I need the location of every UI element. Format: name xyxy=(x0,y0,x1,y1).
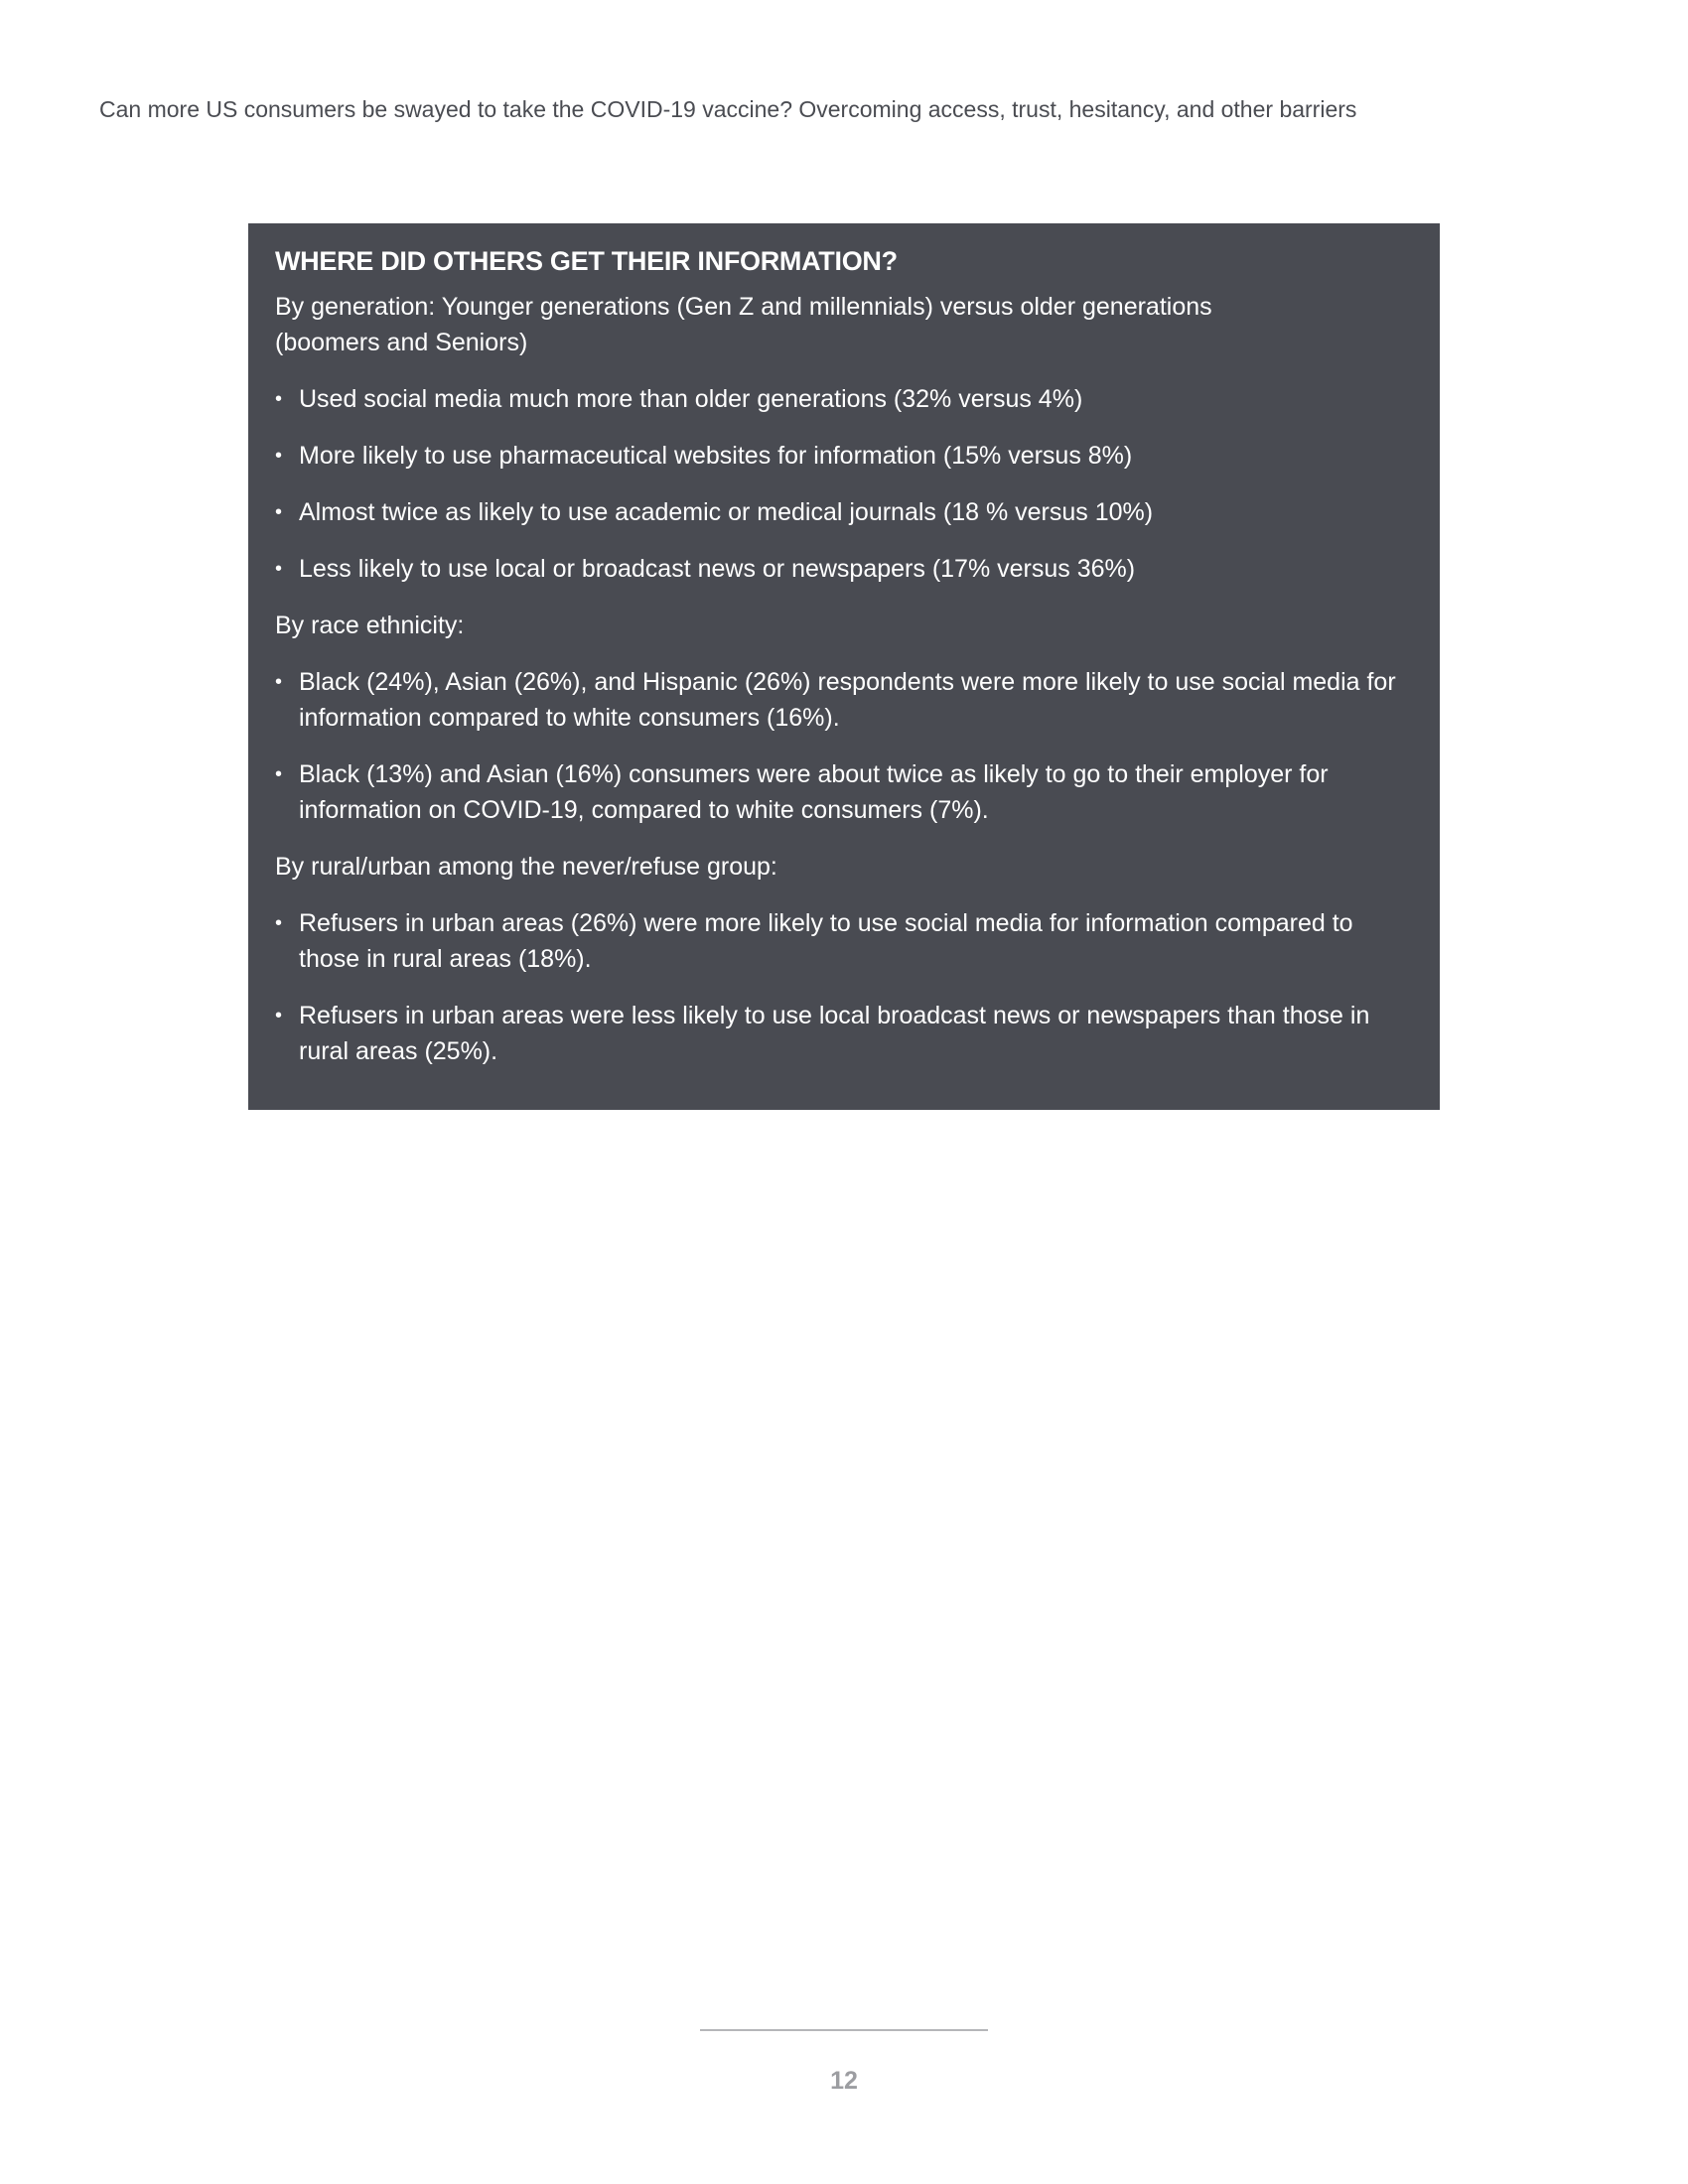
bullet-text: Less likely to use local or broadcast news or newspapers (17% versus 36%) xyxy=(299,555,1136,583)
list-item xyxy=(275,756,1413,828)
generation-intro: By generation: Younger generations (Gen Z and millennials) versus older generations (boomers and Seniors) xyxy=(275,293,1212,356)
bullet-text: Black (13%) and Asian (16%) consumers were about twice as likely to go to their employer for information on COVID-19, compared to white consumers (7%). xyxy=(299,760,1329,824)
bullet-icon: • xyxy=(275,558,283,580)
bullet-icon: • xyxy=(275,388,283,410)
bullet-text: Black (24%), Asian (26%), and Hispanic (26%) respondents were more likely to use social media for information compared to white consumers (16%). xyxy=(299,668,1396,732)
info-sidebar-box xyxy=(248,223,1440,1110)
list-item xyxy=(275,664,1413,736)
sidebar-title: WHERE DID OTHERS GET THEIR INFORMATION? xyxy=(275,246,898,276)
list-item xyxy=(275,494,1413,530)
bullet-icon: • xyxy=(275,501,283,523)
bullet-icon: • xyxy=(275,1005,283,1026)
race-intro: By race ethnicity: xyxy=(275,612,465,639)
footer-divider xyxy=(700,2029,988,2031)
bullet-text: Almost twice as likely to use academic or medical journals (18 % versus 10%) xyxy=(299,498,1154,526)
bullet-icon: • xyxy=(275,445,283,467)
bullet-text: Refusers in urban areas were less likely to use local broadcast news or newspapers than those in rural areas (25%). xyxy=(299,1002,1370,1065)
bullet-text: Refusers in urban areas (26%) were more likely to use social media for information compared to those in rural areas (18%). xyxy=(299,909,1353,973)
running-header: Can more US consumers be swayed to take the COVID-19 vaccine? Overcoming access, trust, hesitancy, and other barriers xyxy=(99,96,1357,122)
rural-urban-bullet-list xyxy=(275,905,1413,1069)
list-item xyxy=(275,438,1413,474)
bullet-text: More likely to use pharmaceutical websites for information (15% versus 8%) xyxy=(299,442,1133,470)
list-item xyxy=(275,551,1413,587)
bullet-icon: • xyxy=(275,763,283,785)
race-bullet-list xyxy=(275,664,1413,828)
list-item xyxy=(275,381,1413,417)
generation-bullet-list xyxy=(275,381,1413,587)
list-item xyxy=(275,905,1413,977)
bullet-text: Used social media much more than older generations (32% versus 4%) xyxy=(299,385,1083,413)
page-number: 12 xyxy=(830,2067,858,2095)
bullet-icon: • xyxy=(275,671,283,693)
rural-urban-intro: By rural/urban among the never/refuse group: xyxy=(275,853,777,881)
list-item xyxy=(275,998,1413,1069)
bullet-icon: • xyxy=(275,912,283,934)
